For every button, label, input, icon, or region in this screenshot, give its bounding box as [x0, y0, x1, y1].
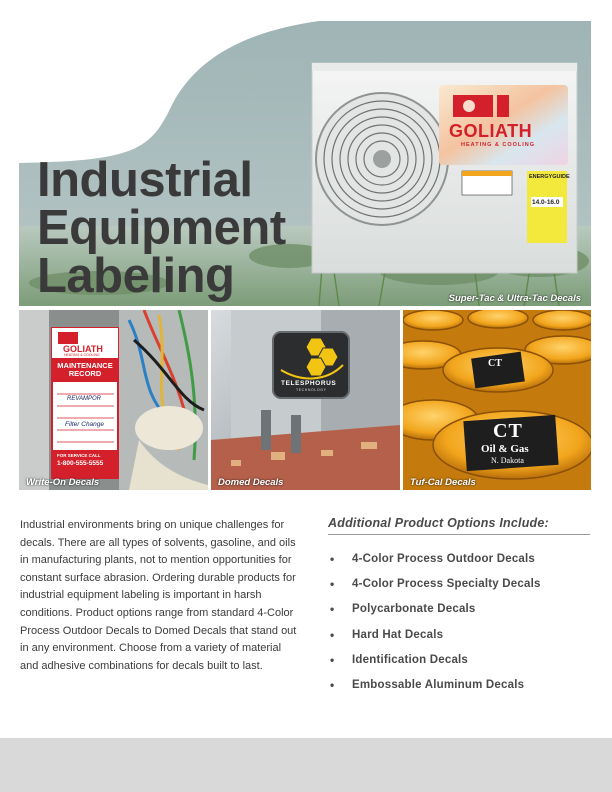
- sticker-phone: 1-800-555-5555: [57, 460, 104, 467]
- bullet: •: [330, 652, 335, 667]
- sticker-title: MAINTENANCE RECORD: [57, 361, 113, 378]
- electrical-panel-photo: [19, 310, 208, 490]
- option-label: Identification Decals: [352, 653, 469, 666]
- list-item: [328, 648, 590, 673]
- badge-brand: TELESPHORUS: [281, 380, 337, 387]
- machine-photo: [211, 310, 400, 490]
- badge-sub: TECHNOLOGY: [296, 388, 327, 392]
- drum-name: Oil & Gas: [481, 443, 529, 455]
- energy-guide-value: 14.0-16.0: [532, 199, 560, 206]
- bullet: •: [330, 677, 335, 692]
- option-label: Embossable Aluminum Decals: [352, 678, 525, 691]
- energy-guide-title: ENERGYGUIDE: [529, 174, 570, 180]
- photo-caption-write-on: Write-On Decals: [26, 477, 100, 488]
- sticker-handwriting-2: Filter Change: [65, 421, 105, 428]
- options-list: [328, 547, 590, 698]
- sticker-brand: GOLIATH: [63, 344, 103, 354]
- footer-band: [0, 738, 612, 792]
- goliath-decal-brand: GOLIATH: [449, 121, 533, 141]
- option-label: Polycarbonate Decals: [352, 603, 476, 616]
- hero-banner: [19, 21, 591, 306]
- options-heading: Additional Product Options Include:: [328, 516, 590, 535]
- bullet: •: [330, 627, 335, 642]
- photo-write-on-decals: [19, 310, 208, 490]
- drum-logo: CT: [493, 420, 523, 442]
- sticker-tagline: HEATING & COOLING: [64, 353, 100, 357]
- page-title-line-1: Industrial: [37, 153, 253, 207]
- intro-paragraph: Industrial environments bring on unique challenges for decals. There are all types of solvents, gasoline, and oils in manufacturing plants, not to mention opportunities for constant surface abrasion. Ordering durable products for industrial equipment labeling is important in harsh conditions. Product options range from standard 4-Color Process Outdoor Decals to Domed Decals that stand out in any environment. Choose from a variety of material and adhesive combinations for decals built to last.: [20, 519, 297, 672]
- list-item: [328, 623, 590, 648]
- bullet: •: [330, 552, 335, 566]
- photo-domed-decals: [211, 310, 400, 490]
- bullet: •: [330, 577, 335, 592]
- hero-caption: Super-Tac & Ultra-Tac Decals: [448, 293, 581, 304]
- page-title-line-3: Labeling: [37, 249, 235, 303]
- list-item: [328, 572, 590, 597]
- photo-tuf-cal-decals: [403, 310, 591, 490]
- list-item: [328, 547, 590, 572]
- option-label: 4-Color Process Specialty Decals: [352, 578, 541, 591]
- option-label: Hard Hat Decals: [352, 628, 444, 641]
- option-label: 4-Color Process Outdoor Decals: [352, 553, 536, 565]
- photo-caption-tuf-cal: Tuf-Cal Decals: [410, 477, 476, 488]
- drum-logo-small: CT: [488, 358, 502, 369]
- list-item: [328, 597, 590, 622]
- page-title: [37, 153, 286, 303]
- sticker-service-label: FOR SERVICE CALL: [57, 453, 101, 458]
- goliath-decal-tagline: HEATING & COOLING: [461, 142, 536, 148]
- list-item: [328, 673, 590, 698]
- bullet: •: [330, 602, 335, 617]
- sticker-handwriting-1: REVAMPOR: [67, 396, 102, 402]
- photo-caption-domed: Domed Decals: [218, 477, 284, 488]
- product-options: [328, 516, 590, 698]
- page-title-line-2: Equipment: [37, 201, 286, 255]
- drum-region: N. Dakota: [491, 456, 524, 465]
